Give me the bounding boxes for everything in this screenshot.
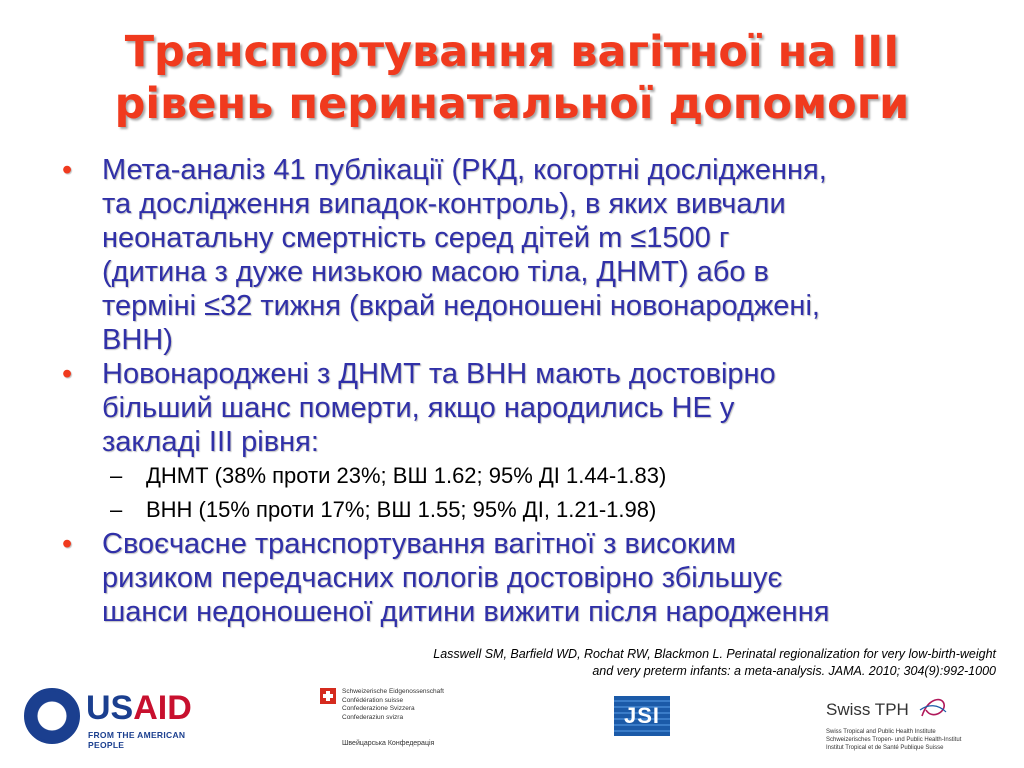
bullet-item-1 bbox=[62, 153, 992, 357]
bullet-line: ВНН) bbox=[102, 324, 173, 356]
bullet-line: закладі III рівня: bbox=[102, 426, 319, 458]
usaid-tagline: FROM THE AMERICAN PEOPLE bbox=[88, 730, 186, 750]
swiss-tph-descriptions bbox=[826, 728, 961, 752]
bullet-line: Своєчасне транспортування вагітної з високим bbox=[102, 528, 736, 560]
subitem-vnn bbox=[62, 493, 992, 527]
swiss-tph-name: Swiss TPH bbox=[826, 700, 909, 719]
usaid-word-us: US bbox=[86, 689, 134, 727]
dash-icon: – bbox=[110, 463, 123, 488]
swiss-tph-line: Schweizerisches Tropen- und Public Health-Institut bbox=[826, 737, 962, 743]
bullet-line: Новонароджені з ДНМТ та ВНН мають достовірно bbox=[102, 358, 776, 390]
slide-title bbox=[30, 26, 994, 130]
citation-line-2: and very preterm infants: a meta-analysis. JAMA. 2010; 304(9):992-1000 bbox=[592, 664, 996, 678]
bullet-line: терміні ≤32 тижня (вкрай недоношені новонароджені, bbox=[102, 290, 820, 322]
dash-icon: – bbox=[110, 497, 123, 522]
swiss-cross-icon bbox=[320, 688, 336, 704]
slide-content bbox=[62, 153, 992, 629]
usaid-seal-icon bbox=[24, 688, 80, 744]
citation bbox=[296, 646, 996, 680]
bullet-item-2 bbox=[62, 357, 992, 459]
swiss-names bbox=[342, 688, 444, 722]
usaid-logo bbox=[24, 688, 194, 748]
swiss-confederation-logo bbox=[320, 688, 490, 758]
usaid-wordmark bbox=[86, 690, 192, 726]
usaid-word-aid: AID bbox=[133, 689, 192, 727]
logo-bar bbox=[0, 680, 1024, 768]
bullet-line: Мета-аналіз 41 публікації (РКД, когортні дослідження, bbox=[102, 154, 827, 186]
swiss-tph-line: Swiss Tropical and Public Health Institute bbox=[826, 729, 936, 735]
swiss-tph-swirl-icon bbox=[918, 694, 948, 724]
bullet-line: (дитина з дуже низькою масою тіла, ДНМТ) або в bbox=[102, 256, 769, 288]
bullet-dot-icon: • bbox=[62, 358, 73, 390]
slide-title-line-2: рівень перинатальної допомоги bbox=[114, 79, 910, 129]
swiss-tph-logo bbox=[826, 694, 1006, 764]
bullet-dot-icon: • bbox=[62, 528, 73, 560]
bullet-line: та дослідження випадок-контроль), в яких вивчали bbox=[102, 188, 786, 220]
subitem-text: ВНН (15% проти 17%; ВШ 1.55; 95% ДІ, 1.21-1.98) bbox=[146, 497, 657, 522]
swiss-name-line: Confédération suisse bbox=[342, 696, 404, 704]
swiss-name-line: Confederaziun svizra bbox=[342, 713, 404, 721]
bullet-line: ризиком передчасних пологів достовірно збільшує bbox=[102, 562, 783, 594]
bullet-line: шанси недоношеної дитини вижити після народження bbox=[102, 596, 830, 628]
bullet-line: більший шанс померти, якщо народились НЕ у bbox=[102, 392, 735, 424]
swiss-name-line: Confederazione Svizzera bbox=[342, 705, 415, 712]
swiss-name-ukrainian: Швейцарська Конфедерація bbox=[342, 740, 435, 747]
citation-line-1: Lasswell SM, Barfield WD, Rochat RW, Blackmon L. Perinatal regionalization for very low-birth-weight bbox=[433, 647, 996, 661]
bullet-line: неонатальну смертність серед дітей m ≤1500 г bbox=[102, 222, 730, 254]
subitem-text: ДНМТ (38% проти 23%; ВШ 1.62; 95% ДІ 1.44-1.83) bbox=[146, 463, 667, 488]
bullet-dot-icon: • bbox=[62, 154, 73, 186]
bullet-item-3 bbox=[62, 527, 992, 629]
swiss-tph-line: Institut Tropical et de Santé Publique Suisse bbox=[826, 745, 944, 751]
subitem-dnmt bbox=[62, 459, 992, 493]
swiss-name-line: Schweizerische Eidgenossenschaft bbox=[342, 688, 444, 695]
slide-title-line-1: Транспортування вагітної на III bbox=[124, 27, 900, 77]
jsi-logo: JSI bbox=[614, 696, 670, 736]
